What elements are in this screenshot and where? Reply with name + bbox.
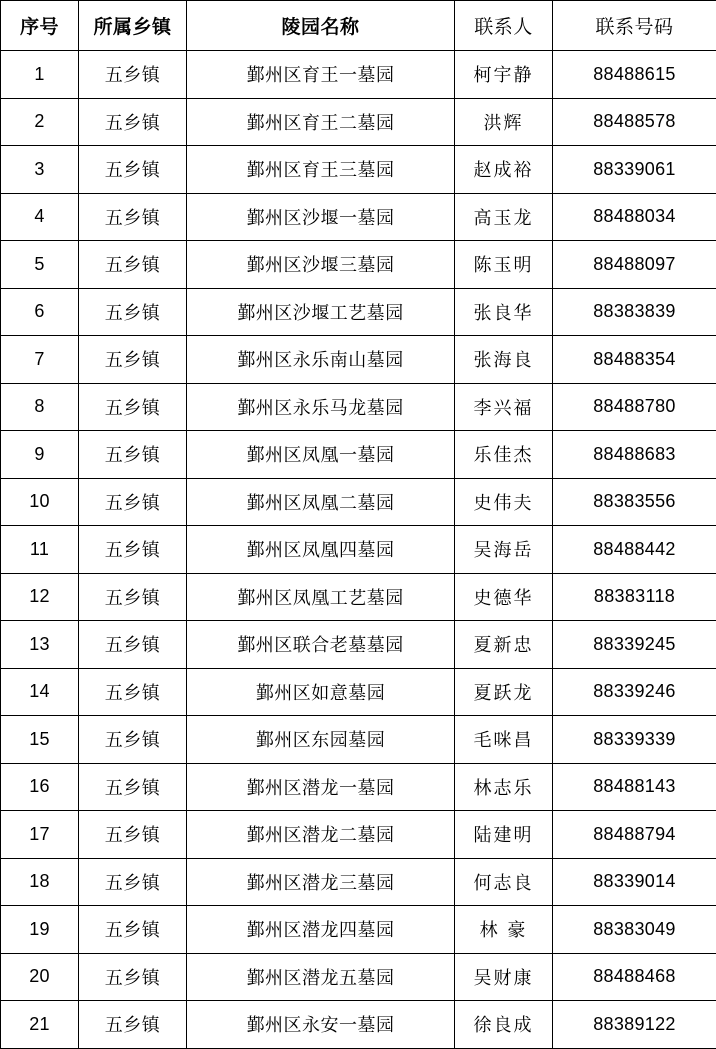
table-row [1, 241, 716, 289]
cell-contact-phone: 88488097 [553, 241, 716, 289]
cell-contact-phone: 88339339 [553, 716, 716, 764]
cell-serial-number: 16 [1, 763, 79, 811]
table-row [1, 811, 716, 859]
cell-serial-number: 13 [1, 621, 79, 669]
cell-cemetery-name: 鄞州区潜龙五墓园 [187, 953, 455, 1001]
cell-township: 五乡镇 [79, 811, 187, 859]
cell-contact-person: 何志良 [455, 858, 553, 906]
cell-serial-number: 10 [1, 478, 79, 526]
cell-township: 五乡镇 [79, 383, 187, 431]
table-row [1, 288, 716, 336]
cell-township: 五乡镇 [79, 51, 187, 99]
cell-contact-person: 夏新忠 [455, 621, 553, 669]
cell-cemetery-name: 鄞州区如意墓园 [187, 668, 455, 716]
cell-serial-number: 2 [1, 98, 79, 146]
cell-township: 五乡镇 [79, 573, 187, 621]
cell-township: 五乡镇 [79, 478, 187, 526]
cell-cemetery-name: 鄞州区潜龙四墓园 [187, 906, 455, 954]
cell-contact-phone: 88339246 [553, 668, 716, 716]
cell-cemetery-name: 鄞州区育王三墓园 [187, 146, 455, 194]
table-row [1, 716, 716, 764]
cell-cemetery-name: 鄞州区潜龙一墓园 [187, 763, 455, 811]
cell-township: 五乡镇 [79, 98, 187, 146]
cell-township: 五乡镇 [79, 526, 187, 574]
cell-cemetery-name: 鄞州区永乐马龙墓园 [187, 383, 455, 431]
cell-township: 五乡镇 [79, 1001, 187, 1049]
cell-serial-number: 21 [1, 1001, 79, 1049]
cell-cemetery-name: 鄞州区凤凰一墓园 [187, 431, 455, 479]
cell-contact-phone: 88339014 [553, 858, 716, 906]
table-row [1, 763, 716, 811]
table-row [1, 146, 716, 194]
cell-contact-person: 吴海岳 [455, 526, 553, 574]
header-township: 所属乡镇 [79, 1, 187, 51]
cell-contact-phone: 88488615 [553, 51, 716, 99]
cell-contact-phone: 88339061 [553, 146, 716, 194]
table-row [1, 858, 716, 906]
cell-township: 五乡镇 [79, 146, 187, 194]
table-row [1, 336, 716, 384]
cell-cemetery-name: 鄞州区东园墓园 [187, 716, 455, 764]
table-header-row [1, 1, 716, 51]
cell-contact-person: 徐良成 [455, 1001, 553, 1049]
table-row [1, 526, 716, 574]
cell-township: 五乡镇 [79, 716, 187, 764]
table-row [1, 98, 716, 146]
cell-contact-phone: 88488683 [553, 431, 716, 479]
table-row [1, 573, 716, 621]
cell-serial-number: 18 [1, 858, 79, 906]
cell-cemetery-name: 鄞州区潜龙二墓园 [187, 811, 455, 859]
table-row [1, 431, 716, 479]
cell-cemetery-name: 鄞州区联合老墓墓园 [187, 621, 455, 669]
cell-cemetery-name: 鄞州区育王二墓园 [187, 98, 455, 146]
cell-contact-phone: 88488780 [553, 383, 716, 431]
cell-cemetery-name: 鄞州区沙堰三墓园 [187, 241, 455, 289]
cell-serial-number: 3 [1, 146, 79, 194]
table-row [1, 51, 716, 99]
cell-contact-person: 赵成裕 [455, 146, 553, 194]
cell-contact-person: 陆建明 [455, 811, 553, 859]
cell-cemetery-name: 鄞州区沙堰一墓园 [187, 193, 455, 241]
cell-contact-phone: 88488143 [553, 763, 716, 811]
table-row [1, 668, 716, 716]
cell-township: 五乡镇 [79, 336, 187, 384]
cell-serial-number: 9 [1, 431, 79, 479]
table-row [1, 193, 716, 241]
cell-contact-person: 吴财康 [455, 953, 553, 1001]
cell-contact-phone: 88383118 [553, 573, 716, 621]
cell-contact-person: 毛咪昌 [455, 716, 553, 764]
cell-contact-phone: 88488442 [553, 526, 716, 574]
cell-contact-person: 夏跃龙 [455, 668, 553, 716]
cell-township: 五乡镇 [79, 288, 187, 336]
header-serial-number: 序号 [1, 1, 79, 51]
table-row [1, 621, 716, 669]
cell-serial-number: 17 [1, 811, 79, 859]
cell-contact-phone: 88488794 [553, 811, 716, 859]
cell-contact-person: 张良华 [455, 288, 553, 336]
cell-serial-number: 5 [1, 241, 79, 289]
cell-serial-number: 11 [1, 526, 79, 574]
cell-cemetery-name: 鄞州区沙堰工艺墓园 [187, 288, 455, 336]
cell-township: 五乡镇 [79, 953, 187, 1001]
cell-cemetery-name: 鄞州区凤凰二墓园 [187, 478, 455, 526]
table-row [1, 953, 716, 1001]
cell-township: 五乡镇 [79, 621, 187, 669]
cell-contact-phone: 88488034 [553, 193, 716, 241]
cell-serial-number: 12 [1, 573, 79, 621]
cell-cemetery-name: 鄞州区凤凰工艺墓园 [187, 573, 455, 621]
cell-township: 五乡镇 [79, 858, 187, 906]
cell-contact-person: 史伟夫 [455, 478, 553, 526]
table-row [1, 1001, 716, 1049]
cell-contact-person: 史德华 [455, 573, 553, 621]
cell-cemetery-name: 鄞州区育王一墓园 [187, 51, 455, 99]
cell-township: 五乡镇 [79, 668, 187, 716]
cell-serial-number: 7 [1, 336, 79, 384]
cell-serial-number: 1 [1, 51, 79, 99]
cell-contact-person: 李兴福 [455, 383, 553, 431]
cell-contact-phone: 88383049 [553, 906, 716, 954]
cell-contact-phone: 88383556 [553, 478, 716, 526]
cell-cemetery-name: 鄞州区潜龙三墓园 [187, 858, 455, 906]
cell-contact-phone: 88339245 [553, 621, 716, 669]
cell-serial-number: 20 [1, 953, 79, 1001]
cell-cemetery-name: 鄞州区永乐南山墓园 [187, 336, 455, 384]
cell-serial-number: 19 [1, 906, 79, 954]
cell-contact-person: 张海良 [455, 336, 553, 384]
cell-contact-person: 乐佳杰 [455, 431, 553, 479]
cell-contact-person: 林志乐 [455, 763, 553, 811]
cell-contact-phone: 88383839 [553, 288, 716, 336]
cell-township: 五乡镇 [79, 241, 187, 289]
cell-contact-person: 陈玉明 [455, 241, 553, 289]
header-cemetery-name: 陵园名称 [187, 1, 455, 51]
cell-serial-number: 14 [1, 668, 79, 716]
cell-cemetery-name: 鄞州区永安一墓园 [187, 1001, 455, 1049]
table-body [1, 51, 716, 1049]
cell-contact-phone: 88488578 [553, 98, 716, 146]
table-row [1, 478, 716, 526]
cell-serial-number: 8 [1, 383, 79, 431]
cell-contact-phone: 88389122 [553, 1001, 716, 1049]
cell-township: 五乡镇 [79, 193, 187, 241]
header-contact-person: 联系人 [455, 1, 553, 51]
cell-cemetery-name: 鄞州区凤凰四墓园 [187, 526, 455, 574]
cell-serial-number: 15 [1, 716, 79, 764]
cell-contact-phone: 88488468 [553, 953, 716, 1001]
cell-contact-person: 林 豪 [455, 906, 553, 954]
cell-contact-person: 高玉龙 [455, 193, 553, 241]
table-row [1, 383, 716, 431]
cell-township: 五乡镇 [79, 906, 187, 954]
header-contact-phone: 联系号码 [553, 1, 716, 51]
cell-contact-person: 柯宇静 [455, 51, 553, 99]
cell-serial-number: 6 [1, 288, 79, 336]
cell-township: 五乡镇 [79, 763, 187, 811]
table-row [1, 906, 716, 954]
cell-contact-phone: 88488354 [553, 336, 716, 384]
cell-contact-person: 洪辉 [455, 98, 553, 146]
cell-serial-number: 4 [1, 193, 79, 241]
cell-township: 五乡镇 [79, 431, 187, 479]
